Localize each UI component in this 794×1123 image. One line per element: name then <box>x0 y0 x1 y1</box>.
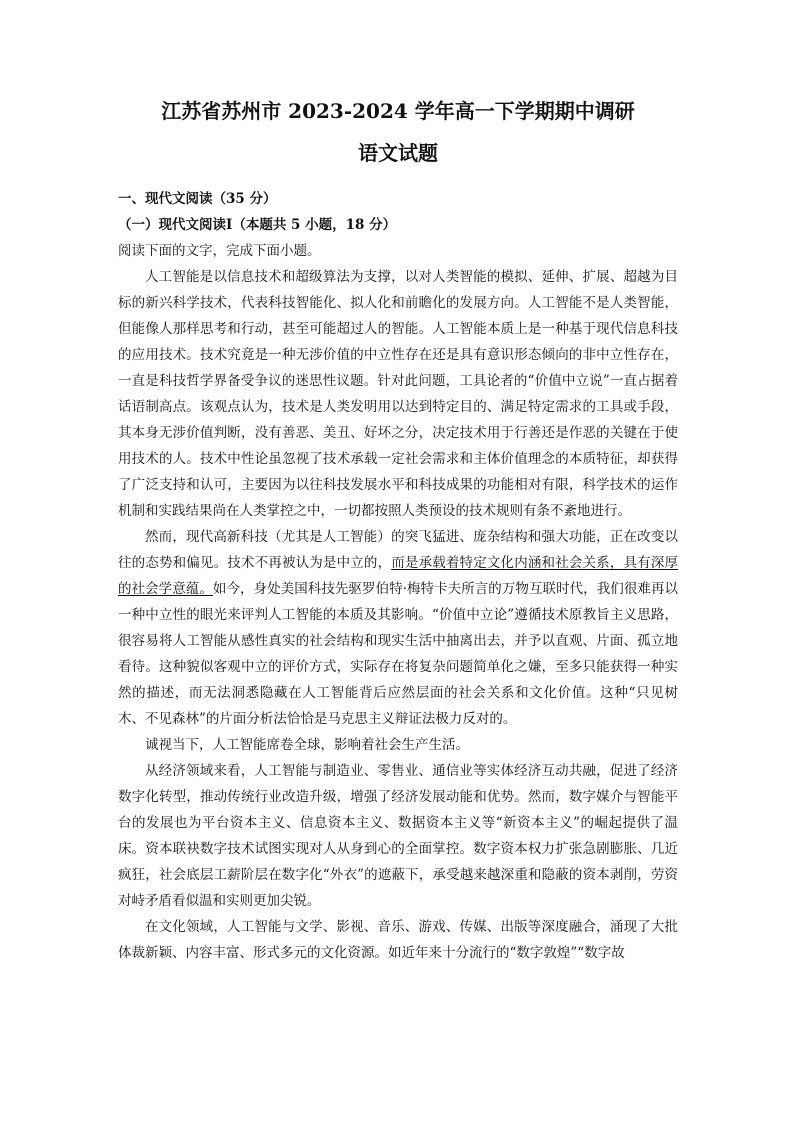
paragraph-3: 诚视当下，人工智能席卷全球，影响着社会生产生活。 <box>145 737 469 753</box>
instruction-text: 阅读下面的文字，完成下面小题。 <box>118 243 321 259</box>
paragraph-1: 人工智能是以信息技术和超级算法为支撑，以对人类智能的模拟、延伸、扩展、超越为目标的新兴科学技术，代表科技智能化、拟人化和前瞻化的发展方向。人工智能不是人类智能，但能像人那样思考和行动，甚至可能超过人的智能。人工智能本质上是一种基于现代信息科技的应用技术。技术究竟是一种无涉价值的中立性存在还是具有意识形态倾向的非中立性存在，一直是科技哲学界备受争议的迷思性议题。针对此问题，工具论者的“价值中立说”一直占据着话语制高点。该观点认为，技术是人类发明用以达到特定目的、满足特定需求的工具或手段，其本身无涉价值判断，没有善恶、美丑、好坏之分，决定技术用于行善还是作恶的关键在于使用技术的人。技术中性论虽忽视了技术承载一定社会需求和主体价值理念的本质特征，却获得了广泛支持和认可，主要因为以往科技发展水平和科技成果的功能相对有限，科学技术的运作机制和实践结果尚在人类掌控之中，一切都按照人类预设的技术规则有条不紊地进行。 <box>118 269 678 519</box>
underlined-sentence: 而是承载着特定文化内涵和社会关系，具有深厚的社会学意蕴。 <box>118 555 678 597</box>
paragraph-2 <box>118 524 678 732</box>
document-title: 江苏省苏州市 2023-2024 学年高一下学期期中调研 <box>161 99 635 123</box>
document-subtitle: 语文试题 <box>358 141 438 165</box>
section-heading: 一、现代文阅读（35 分） <box>118 191 277 207</box>
paragraph-2-lead: 然而，现代高新科技（尤其是人工智能）的突飞猛进、庞杂结构和强大功能，正在改变以往的态势和偏见。技术不再被认为是中立的， <box>118 529 678 571</box>
paragraph-4: 从经济领域来看，人工智能与制造业、零售业、通信业等实体经济互动共融，促进了经济数字化转型，推动传统行业改造升级，增强了经济发展动能和优势。然而，数字媒介与智能平台的发展也为平台资本主义、信息资本主义、数据资本主义等“新资本主义”的崛起提供了温床。资本联袂数字技术试图实现对人从身到心的全面掌控。数字资本权力扩张急剧膨胀、几近疯狂，社会底层工薪阶层在数字化“外衣”的遮蔽下，承受越来越深重和隐蔽的资本剥削，劳资对峙矛盾看似温和实则更加尖锐。 <box>118 763 678 909</box>
paragraph-5: 在文化领域，人工智能与文学、影视、音乐、游戏、传媒、出版等深度融合，涌现了大批体裁新颖、内容丰富、形式多元的文化资源。如近年来十分流行的“数字敦煌”“数字故 <box>118 919 678 961</box>
paragraph-2-rest: 如今，身处美国科技先驱罗伯特·梅特卡夫所言的万物互联时代，我们很难再以一种中立性的眼光来评判人工智能的本质及其影响。“价值中立论”遵循技术原教旨主义思路，很容易将人工智能从感性真实的社会结构和现实生活中抽离出去，并予以直观、片面、孤立地看待。这种貌似客观中立的评价方式，实际存在将复杂问题简单化之嫌，至多只能获得一种实然的描述，而无法洞悉隐藏在人工智能背后应然层面的社会关系和文化价值。这种“只见树木、不见森林”的片面分析法恰恰是马克思主义辩证法极力反对的。 <box>118 581 679 727</box>
subsection-heading: （一）现代文阅读Ⅰ（本题共 5 小题，18 分） <box>118 217 397 233</box>
exam-page <box>118 96 678 966</box>
